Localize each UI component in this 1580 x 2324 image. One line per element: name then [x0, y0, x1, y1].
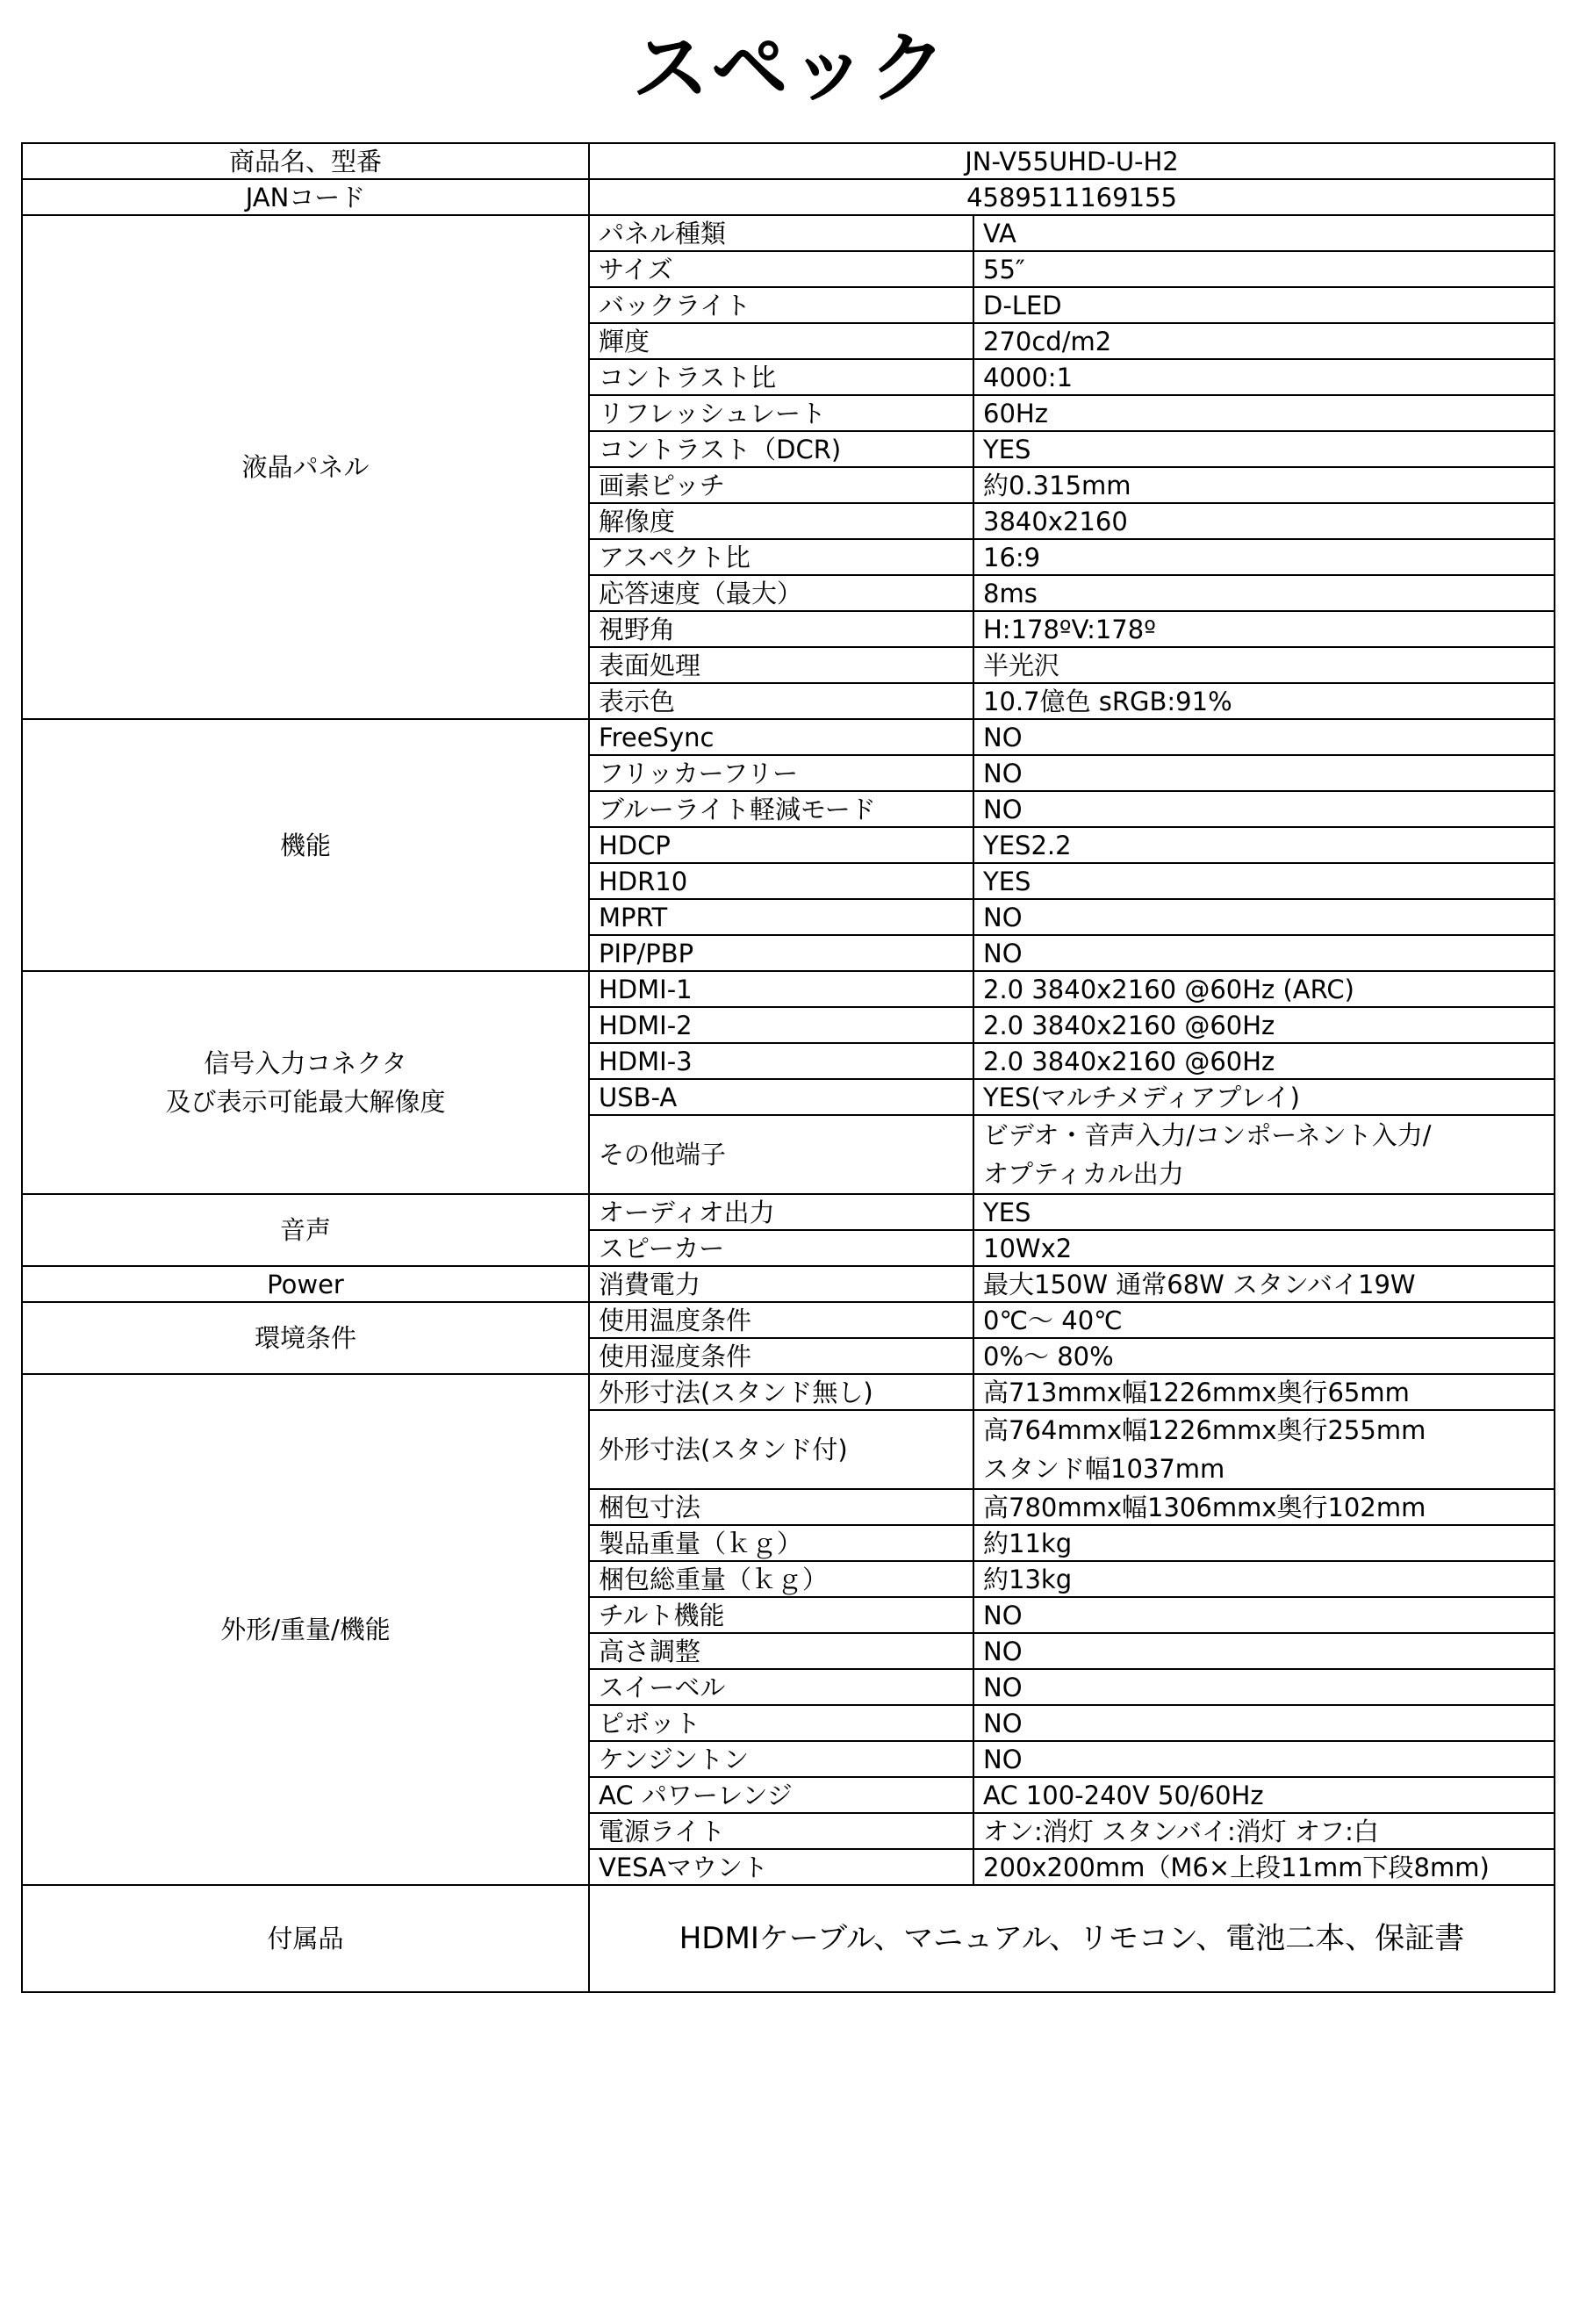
spec-value: 16:9 — [973, 539, 1555, 575]
row-value-model: JN-V55UHD-U-H2 — [589, 143, 1555, 179]
spec-value: NO — [973, 719, 1555, 755]
spec-value: 4000:1 — [973, 359, 1555, 395]
spec-value — [973, 1115, 1555, 1194]
table-row — [22, 719, 1555, 755]
spec-value: NO — [973, 791, 1555, 827]
spec-value: NO — [973, 899, 1555, 935]
spec-label: 梱包寸法 — [589, 1489, 973, 1525]
spec-label: 表示色 — [589, 683, 973, 719]
spec-value: 約0.315mm — [973, 467, 1555, 503]
spec-label: FreeSync — [589, 719, 973, 755]
section-label-accessories: 付属品 — [22, 1885, 589, 1992]
spec-label: HDMI-3 — [589, 1043, 973, 1079]
spec-value: 0%～ 80% — [973, 1338, 1555, 1374]
row-label-jan: JANコード — [22, 179, 589, 215]
spec-value: 2.0 3840x2160 @60Hz — [973, 1043, 1555, 1079]
spec-value: 高780mmx幅1306mmx奥行102mm — [973, 1489, 1555, 1525]
table-row — [22, 1302, 1555, 1338]
spec-label: 電源ライト — [589, 1813, 973, 1849]
section-label-input-connectors — [22, 971, 589, 1194]
spec-value: 270cd/m2 — [973, 323, 1555, 359]
spec-value: 2.0 3840x2160 @60Hz (ARC) — [973, 971, 1555, 1007]
row-value-jan: 4589511169155 — [589, 179, 1555, 215]
spec-label: HDMI-2 — [589, 1007, 973, 1043]
section-label-power: Power — [22, 1266, 589, 1302]
section-label-dimensions: 外形/重量/機能 — [22, 1374, 589, 1885]
spec-label: パネル種類 — [589, 215, 973, 251]
spec-value: 2.0 3840x2160 @60Hz — [973, 1007, 1555, 1043]
spec-label: 使用温度条件 — [589, 1302, 973, 1338]
spec-label: その他端子 — [589, 1115, 973, 1194]
spec-value: H:178ºV:178º — [973, 611, 1555, 647]
spec-label: サイズ — [589, 251, 973, 287]
table-row — [22, 1374, 1555, 1410]
spec-label: 消費電力 — [589, 1266, 973, 1302]
spec-label: バックライト — [589, 287, 973, 323]
spec-value: 約11kg — [973, 1525, 1555, 1561]
section-label-line: 及び表示可能最大解像度 — [165, 1087, 446, 1117]
section-label-audio: 音声 — [22, 1194, 589, 1266]
spec-value: YES(マルチメディアプレイ) — [973, 1079, 1555, 1115]
spec-value: D-LED — [973, 287, 1555, 323]
spec-value: 200x200mm（M6×上段11mm下段8mm) — [973, 1849, 1555, 1885]
spec-label: チルト機能 — [589, 1597, 973, 1633]
section-label-features: 機能 — [22, 719, 589, 971]
spec-label: ケンジントン — [589, 1741, 973, 1777]
spec-value-line: ビデオ・音声入力/コンポーネント入力/ — [983, 1120, 1432, 1150]
table-row — [22, 1266, 1555, 1302]
spec-value — [973, 1410, 1555, 1489]
spec-label: 画素ピッチ — [589, 467, 973, 503]
spec-label: MPRT — [589, 899, 973, 935]
spec-label: HDMI-1 — [589, 971, 973, 1007]
spec-value: 60Hz — [973, 395, 1555, 431]
accessories-value: HDMIケーブル、マニュアル、リモコン、電池二本、保証書 — [589, 1885, 1555, 1992]
section-label-environment: 環境条件 — [22, 1302, 589, 1374]
spec-label: VESAマウント — [589, 1849, 973, 1885]
spec-value: 3840x2160 — [973, 503, 1555, 539]
spec-label: 解像度 — [589, 503, 973, 539]
spec-value: YES — [973, 863, 1555, 899]
spec-label: 梱包総重量（ｋｇ） — [589, 1561, 973, 1597]
table-row — [22, 179, 1555, 215]
spec-value-line: オプティカル出力 — [983, 1159, 1184, 1189]
spec-label: ピボット — [589, 1705, 973, 1741]
page-title: スペック — [631, 23, 948, 113]
spec-value: YES2.2 — [973, 827, 1555, 863]
spec-value: オン:消灯 スタンバイ:消灯 オフ:白 — [973, 1813, 1555, 1849]
spec-value: VA — [973, 215, 1555, 251]
spec-label: フリッカーフリー — [589, 755, 973, 791]
spec-label: オーディオ出力 — [589, 1194, 973, 1230]
spec-label: USB-A — [589, 1079, 973, 1115]
spec-value: NO — [973, 755, 1555, 791]
spec-value: NO — [973, 1633, 1555, 1669]
spec-value: NO — [973, 1597, 1555, 1633]
spec-label: 視野角 — [589, 611, 973, 647]
spec-label: 使用湿度条件 — [589, 1338, 973, 1374]
spec-value: 半光沢 — [973, 647, 1555, 683]
table-row — [22, 1194, 1555, 1230]
spec-label: アスペクト比 — [589, 539, 973, 575]
spec-label: リフレッシュレート — [589, 395, 973, 431]
spec-label: スイーベル — [589, 1669, 973, 1705]
spec-value: YES — [973, 1194, 1555, 1230]
spec-value: 高713mmx幅1226mmx奥行65mm — [973, 1374, 1555, 1410]
spec-label: 応答速度（最大） — [589, 575, 973, 611]
spec-value-line: 高764mmx幅1226mmx奥行255mm — [983, 1415, 1426, 1445]
section-label-lcd-panel: 液晶パネル — [22, 215, 589, 719]
spec-label: 表面処理 — [589, 647, 973, 683]
spec-label: スピーカー — [589, 1230, 973, 1266]
table-row — [22, 215, 1555, 251]
table-row — [22, 971, 1555, 1007]
spec-value: 10Wx2 — [973, 1230, 1555, 1266]
spec-value: YES — [973, 431, 1555, 467]
spec-label: 外形寸法(スタンド無し) — [589, 1374, 973, 1410]
spec-label: HDR10 — [589, 863, 973, 899]
section-label-line: 信号入力コネクタ — [204, 1048, 407, 1078]
table-row — [22, 143, 1555, 179]
spec-label: ブルーライト軽減モード — [589, 791, 973, 827]
spec-value: NO — [973, 935, 1555, 971]
spec-table — [21, 142, 1555, 1993]
spec-value: NO — [973, 1741, 1555, 1777]
spec-value: 0℃～ 40℃ — [973, 1302, 1555, 1338]
spec-value: 約13kg — [973, 1561, 1555, 1597]
spec-value-line: スタンド幅1037mm — [983, 1454, 1225, 1484]
spec-label: AC パワーレンジ — [589, 1777, 973, 1813]
spec-label: コントラスト（DCR) — [589, 431, 973, 467]
spec-value: 8ms — [973, 575, 1555, 611]
spec-value: 10.7億色 sRGB:91% — [973, 683, 1555, 719]
spec-value: NO — [973, 1705, 1555, 1741]
spec-label: 輝度 — [589, 323, 973, 359]
spec-label: PIP/PBP — [589, 935, 973, 971]
spec-label: コントラスト比 — [589, 359, 973, 395]
spec-value: NO — [973, 1669, 1555, 1705]
row-label-product-name: 商品名、型番 — [22, 143, 589, 179]
spec-value: 最大150W 通常68W スタンバイ19W — [973, 1266, 1555, 1302]
spec-label: 製品重量（ｋｇ） — [589, 1525, 973, 1561]
spec-value: 55″ — [973, 251, 1555, 287]
spec-value: AC 100-240V 50/60Hz — [973, 1777, 1555, 1813]
table-row — [22, 1885, 1555, 1992]
spec-label: HDCP — [589, 827, 973, 863]
spec-label: 外形寸法(スタンド付) — [589, 1410, 973, 1489]
spec-label: 高さ調整 — [589, 1633, 973, 1669]
